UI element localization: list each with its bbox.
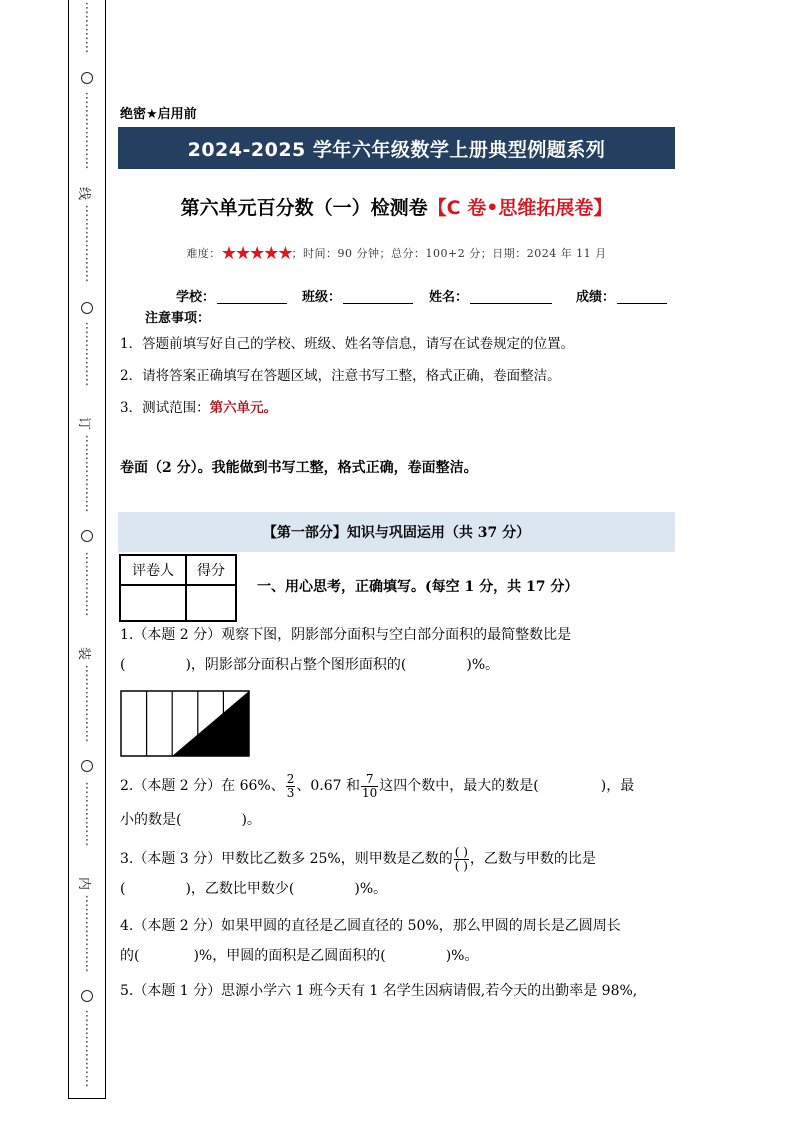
class-label: 班级：: [302, 290, 342, 305]
fraction-denominator: ( ): [454, 858, 468, 873]
score-field[interactable]: [576, 286, 667, 305]
note-item-prefix: 3．测试范围：: [120, 400, 210, 416]
reviewer-header: 评卷人: [120, 555, 186, 585]
binding-char-xian: 线: [76, 186, 92, 201]
q1-text: )，阴影部分面积占整个图形面积的(: [185, 657, 407, 673]
q5-line1: 5.（本题 1 分）思源小学六 1 班今天有 1 名学生因病请假,若今天的出勤率是 98%,: [120, 983, 638, 999]
fraction-denominator: 3: [286, 785, 295, 800]
q3-text: )%。: [354, 881, 388, 897]
neatness-note: 卷面（2 分）。我能做到书写工整，格式正确，卷面整洁。: [120, 460, 478, 476]
name-label: 姓名：: [429, 290, 469, 305]
class-blank[interactable]: [343, 289, 413, 304]
question-1: [120, 620, 680, 680]
q3-text: )，乙数比甲数少(: [185, 881, 295, 897]
binding-char-ding: 订: [76, 416, 92, 431]
q2-line1: [120, 771, 680, 801]
question-2: [120, 771, 680, 835]
q2-text: )，最: [600, 778, 635, 794]
q1-paren-open: (: [120, 657, 126, 673]
q4-text: 的(: [120, 948, 140, 964]
q1-shaded-figure: [120, 690, 252, 758]
exam-title-banner: [118, 127, 675, 169]
exam-title: 2024-2025 学年六年级数学上册典型例题系列: [187, 138, 606, 161]
dotted-line: ⋮ ⋮ ⋮ ⋮ ⋮: [80, 551, 94, 618]
q3-text: ，乙数与甲数的比是: [469, 851, 596, 867]
q1-line2: [120, 650, 680, 680]
q2-fraction-two-thirds: [286, 773, 296, 800]
binding-hole-icon: [81, 760, 93, 772]
reviewer-cell[interactable]: [120, 585, 186, 621]
school-field[interactable]: [176, 286, 287, 305]
confidential-label: 绝密★启用前: [120, 107, 197, 122]
binding-hole-icon: [81, 530, 93, 542]
subtitle-main: 第六单元百分数（一）检测卷: [180, 197, 428, 219]
q2-line2: [120, 805, 680, 835]
fraction-numerator: 2: [286, 771, 295, 786]
exam-subtitle: [118, 193, 675, 220]
test-scope: 第六单元。: [209, 400, 278, 416]
q3-text: 3.（本题 3 分）甲数比乙数多 25%，则甲数是乙数的: [120, 851, 453, 867]
section-title: 【第一部分】知识与巩固运用（共 37 分）: [262, 525, 531, 541]
q4-line2: [120, 941, 680, 971]
dotted-line: ⋮ ⋮ ⋮ ⋮ ⋮ ⋮: [80, 204, 94, 284]
dotted-line: ⋮ ⋮ ⋮ ⋮ ⋮ ⋮: [80, 1009, 94, 1089]
fraction-numerator: ( ): [454, 844, 468, 859]
question-group-heading: 一、用心思考，正确填写。(每空 1 分，共 17 分）: [257, 579, 579, 595]
dotted-line: ⋮ ⋮ ⋮ ⋮ ⋮ ⋮: [80, 91, 94, 171]
question-4: [120, 911, 680, 971]
binding-margin: [68, 0, 106, 1099]
dotted-line: ⋮ ⋮ ⋮ ⋮: [80, 1, 94, 55]
q1-text-end: )%。: [466, 657, 500, 673]
section-header: [118, 512, 675, 552]
dotted-line: ⋮ ⋮ ⋮ ⋮ ⋮ ⋮: [80, 664, 94, 744]
q2-text: 、0.67 和: [296, 778, 360, 794]
q2-text: 小的数是(: [120, 812, 182, 828]
school-blank[interactable]: [217, 289, 287, 304]
exam-meta: [118, 243, 675, 264]
q2-fraction-seven-tenths: [361, 773, 378, 800]
class-field[interactable]: [302, 286, 413, 305]
question-3: [120, 844, 680, 904]
note-item: 1．答题前填写好自己的学校、班级、姓名等信息，请写在试卷规定的位置。: [120, 336, 575, 352]
binding-char-nei: 内: [76, 876, 92, 891]
q3-line2: [120, 874, 680, 904]
binding-char-zhuang: 装: [76, 646, 92, 661]
q4-text: )%。: [445, 948, 479, 964]
difficulty-label: 难度：: [186, 247, 221, 260]
score-label: 成绩：: [576, 290, 616, 305]
binding-hole-icon: [81, 302, 93, 314]
score-blank[interactable]: [617, 289, 667, 304]
q2-text: )。: [241, 812, 261, 828]
q1-line1: 1.（本题 2 分）观察下图，阴影部分面积与空白部分面积的最简整数比是: [120, 627, 572, 643]
dotted-line: ⋮ ⋮ ⋮ ⋮ ⋮ ⋮: [80, 894, 94, 974]
subtitle-volume: 【C 卷•思维拓展卷】: [427, 197, 613, 219]
binding-hole-icon: [81, 990, 93, 1002]
q4-line1: 4.（本题 2 分）如果甲圆的直径是乙圆直径的 50%，那么甲圆的周长是乙圆周长: [120, 918, 621, 934]
dotted-line: ⋮ ⋮ ⋮ ⋮ ⋮: [80, 781, 94, 848]
binding-hole-icon: [81, 72, 93, 84]
q3-text: (: [120, 881, 126, 897]
q2-text: 2.（本题 2 分）在 66%、: [120, 778, 285, 794]
q2-text: 这四个数中，最大的数是(: [379, 778, 539, 794]
name-field[interactable]: [429, 286, 552, 305]
difficulty-stars-icon: ★★★★★: [220, 243, 292, 264]
q4-text: )%，甲圆的面积是乙圆面积的(: [193, 948, 386, 964]
score-header: 得分: [186, 555, 236, 585]
note-item: [120, 396, 277, 416]
dotted-line: ⋮ ⋮ ⋮ ⋮ ⋮ ⋮: [80, 434, 94, 514]
fraction-numerator: 7: [361, 773, 378, 787]
school-label: 学校：: [176, 290, 216, 305]
meta-details: ；时间：90 分钟；总分：100+2 分；日期：2024 年 11 月: [291, 247, 607, 260]
name-blank[interactable]: [470, 289, 552, 304]
fraction-denominator: 10: [362, 785, 378, 800]
notes-title: 注意事项：: [145, 311, 211, 326]
note-item: 2．请将答案正确填写在答题区域，注意书写工整，格式正确，卷面整洁。: [120, 368, 561, 384]
q3-fraction-blank[interactable]: [454, 846, 469, 873]
score-cell[interactable]: [186, 585, 236, 621]
q3-line1: [120, 844, 680, 874]
grader-table: [119, 554, 237, 622]
dotted-line: ⋮ ⋮ ⋮ ⋮ ⋮: [80, 321, 94, 388]
question-5: [120, 976, 690, 1006]
